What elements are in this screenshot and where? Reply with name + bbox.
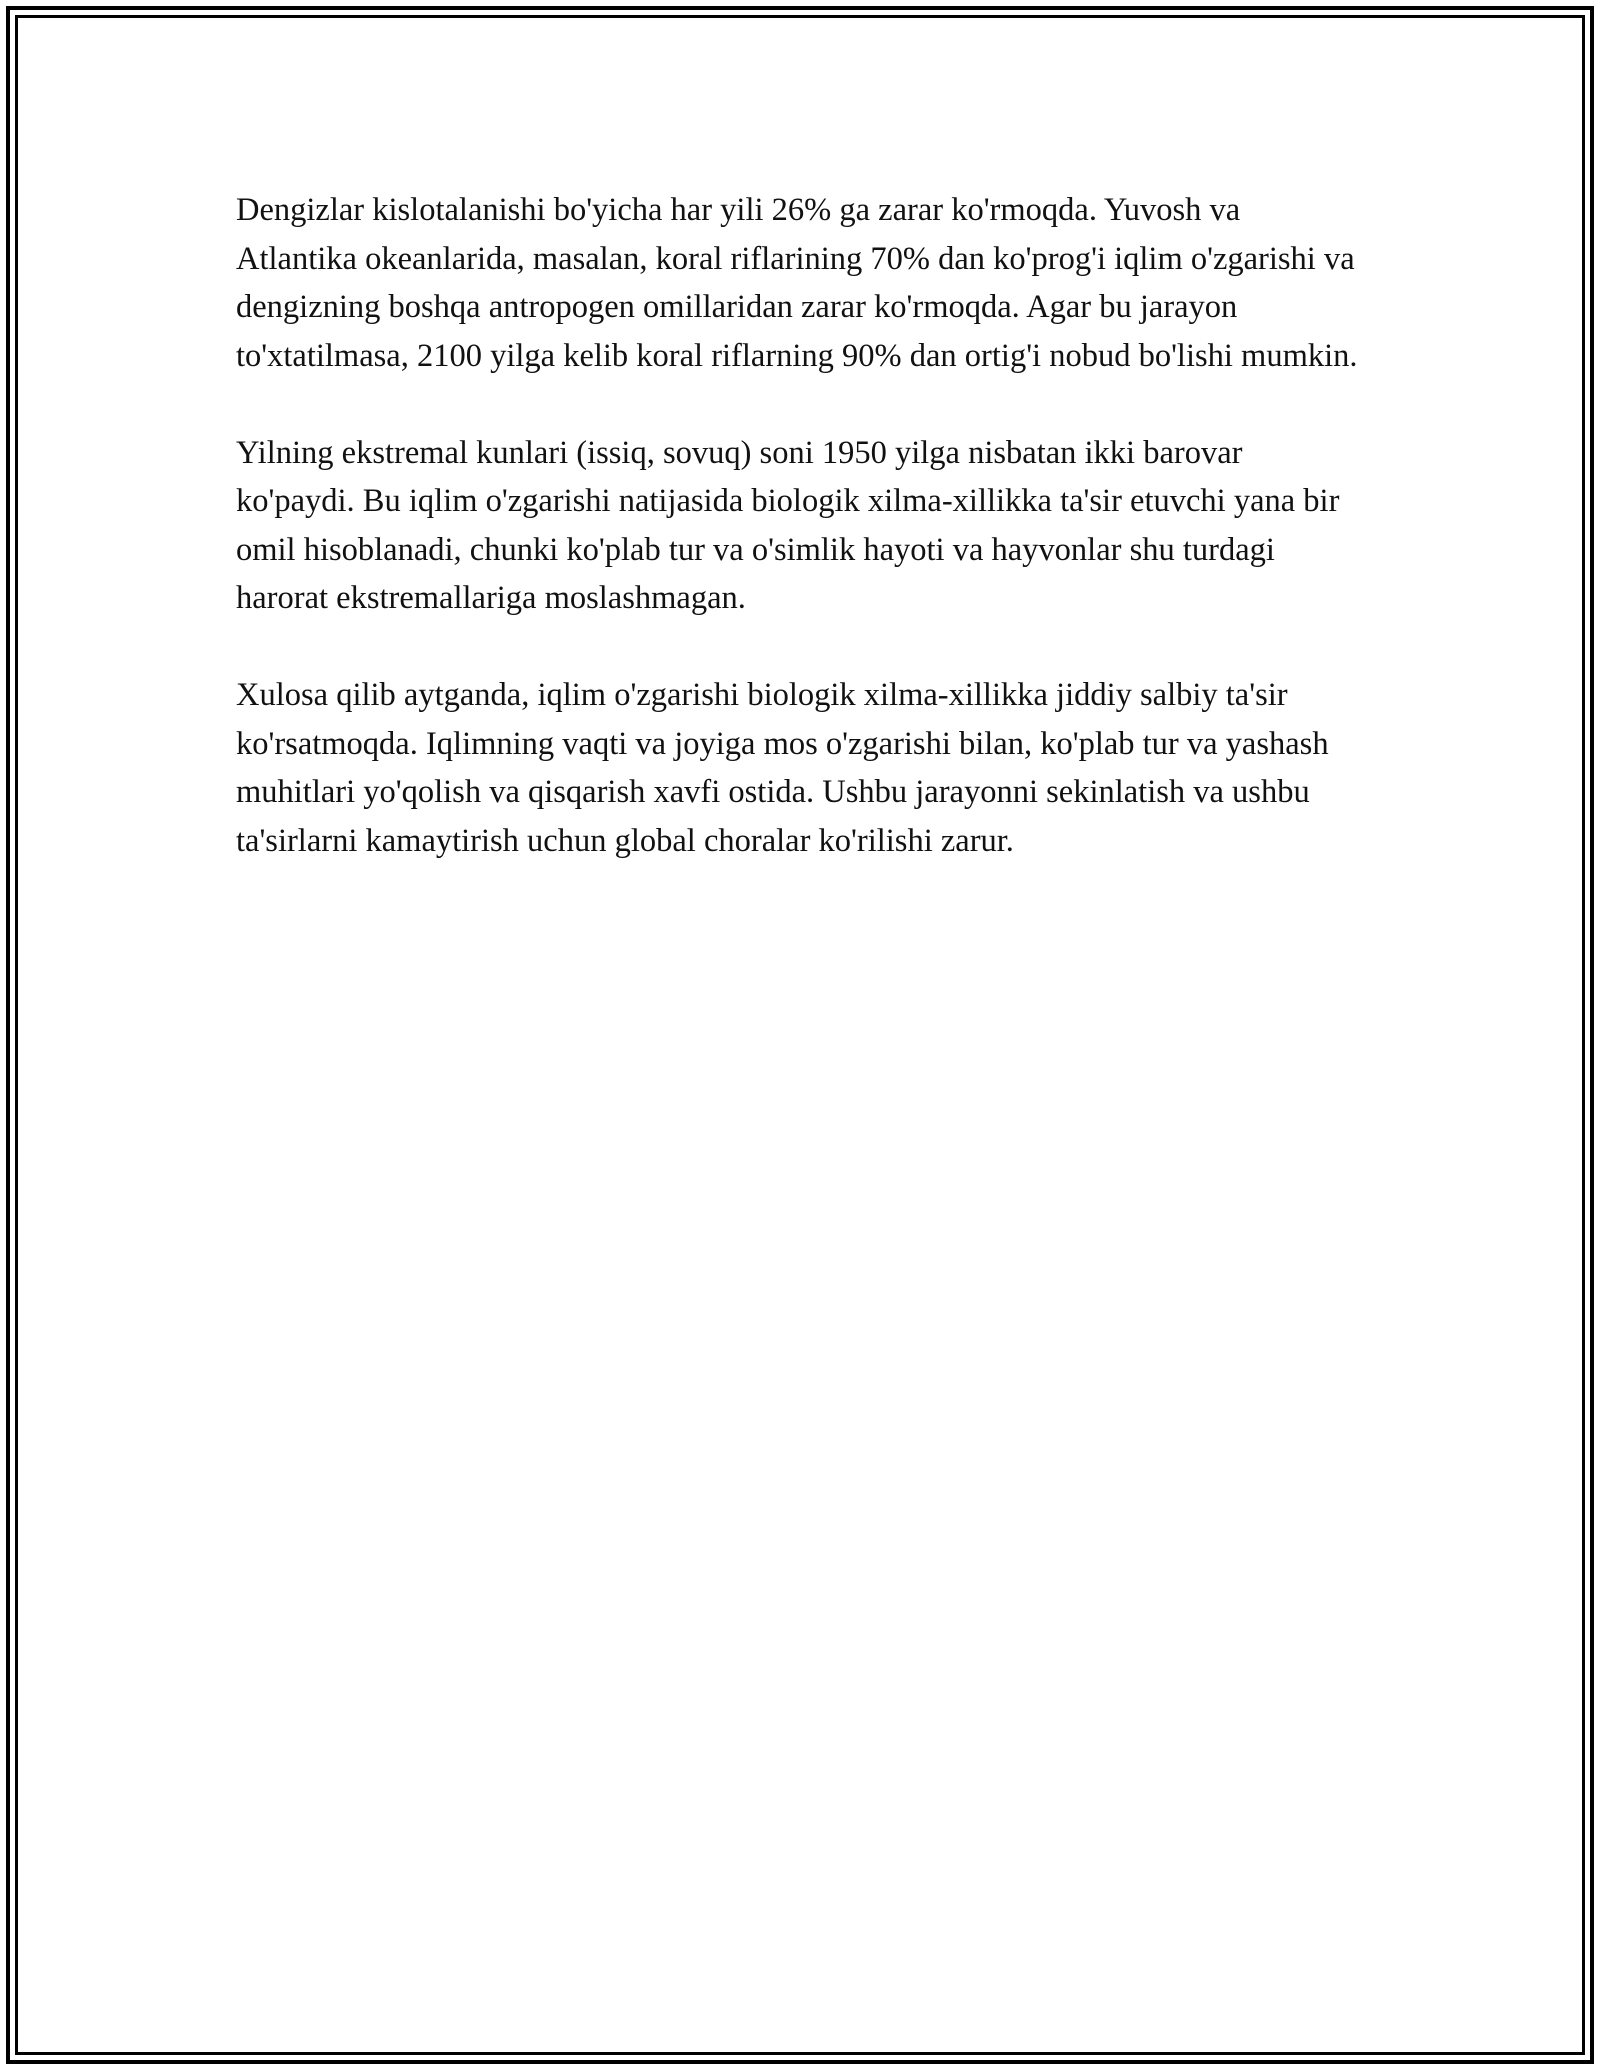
paragraph-ocean-acidification: Dengizlar kislotalanishi bo'yicha har yili 26% ga zarar ko'rmoqda. Yuvosh va Atlantika okeanlarida, masalan, koral riflarining 70% dan ko'prog'i iqlim o'zgarishi va dengizning boshqa antropogen omillaridan zarar ko'rmoqda. Agar bu jarayon to'xtatilmasa, 2100 yilga kelib koral riflarning 90% dan ortig'i nobud bo'lishi mumkin.	[236, 192, 1358, 374]
document-body	[236, 186, 1366, 914]
paragraph-conclusion: Xulosa qilib aytganda, iqlim o'zgarishi biologik xilma-xillikka jiddiy salbiy ta'sir ko'rsatmoqda. Iqlimning vaqti va joyiga mos o'zgarishi bilan, ko'plab tur va yashash muhitlari yo'qolish va qisqarish xavfi ostida. Ushbu jarayonni sekinlatish va ushbu ta'sirlarni kamaytirish uchun global choralar ko'rilishi zarur.	[236, 677, 1329, 859]
paragraph-extreme-days: Yilning ekstremal kunlari (issiq, sovuq) soni 1950 yilga nisbatan ikki barovar ko'paydi. Bu iqlim o'zgarishi natijasida biologik xilma-xillikka ta'sir etuvchi yana bir omil hisoblanadi, chunki ko'plab tur va o'simlik hayoti va hayvonlar shu turdagi harorat ekstremallariga moslashmagan.	[236, 434, 1340, 616]
